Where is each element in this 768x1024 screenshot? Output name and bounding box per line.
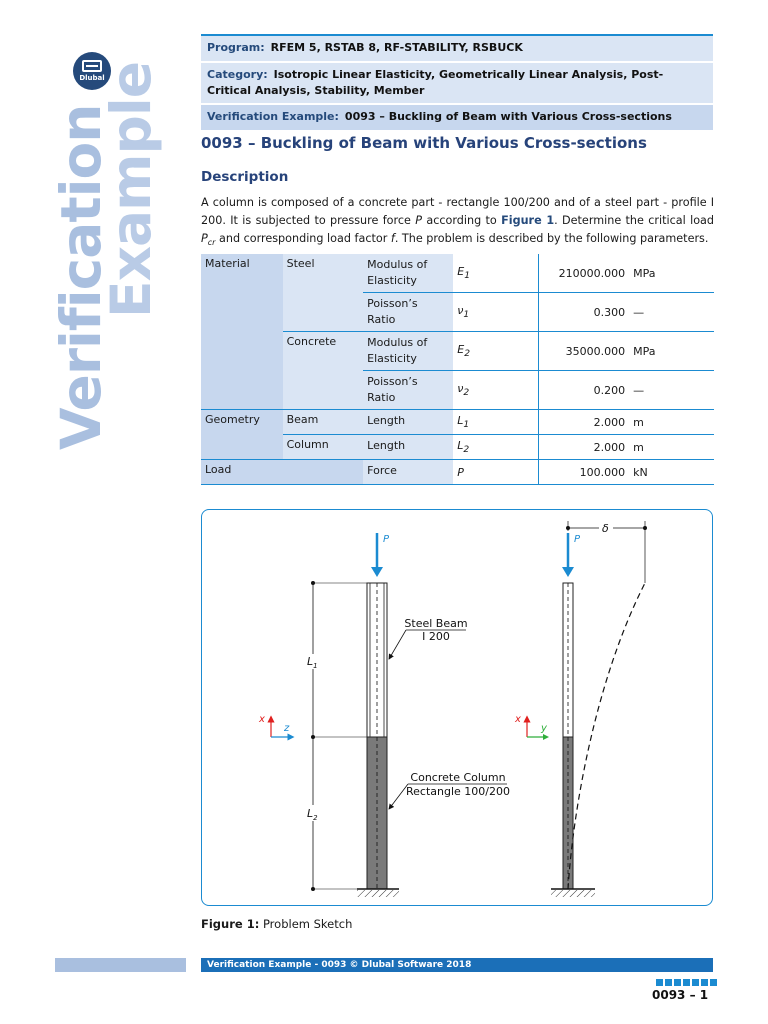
cell-param: Force xyxy=(363,460,453,485)
cell-symbol: $\nu_1$ xyxy=(453,293,538,332)
page-title: 0093 – Buckling of Beam with Various Cross-sections xyxy=(201,134,647,152)
cell-symbol: $\nu_2$ xyxy=(453,371,538,410)
cell-symbol: $L_1$ xyxy=(453,410,538,435)
axis-y-label-right: y xyxy=(541,723,547,734)
section-heading: Description xyxy=(201,169,289,185)
load-label-right: P xyxy=(574,534,581,545)
description-paragraph: A column is composed of a concrete part - rectangle 100/200 and of a steel part - profile I 200. It is subjected to pressure force P according to Figure 1. Determine the critical load $P_{cr}$ and corresponding load factor f. The problem is described by the following parameters. xyxy=(201,196,714,248)
program-value: RFEM 5, RSTAB 8, RF-STABILITY, RSBUCK xyxy=(270,41,523,54)
cell-value: 2.000 xyxy=(538,435,629,460)
delta-label: δ xyxy=(602,522,609,535)
cell-value: 35000.000 xyxy=(538,332,629,371)
cell-symbol: $E_2$ xyxy=(453,332,538,371)
axis-z-label-left: z xyxy=(284,723,290,734)
cell-value: 0.200 xyxy=(538,371,629,410)
footer-accent xyxy=(55,958,186,972)
buckled-shape xyxy=(568,583,645,889)
program-label: Program: xyxy=(207,41,265,54)
cell-param: Modulus of Elasticity xyxy=(363,254,453,293)
cell-unit: kN xyxy=(629,460,714,485)
cell-unit: m xyxy=(629,410,714,435)
cell-param: Poisson’s Ratio xyxy=(363,371,453,410)
cell-value: 100.000 xyxy=(538,460,629,485)
cell-symbol: P xyxy=(453,460,538,485)
category-label: Category: xyxy=(207,68,268,81)
page-marker-icon xyxy=(656,979,717,986)
example-value: 0093 – Buckling of Beam with Various Cross-sections xyxy=(344,110,672,123)
table-row xyxy=(201,410,714,435)
page-number: 0093 – 1 xyxy=(652,988,709,1002)
cell-steel: Steel xyxy=(283,254,364,332)
vertical-title-verification: Verification xyxy=(49,104,113,450)
cell-load: Load xyxy=(201,460,363,485)
cell-param: Length xyxy=(363,435,453,460)
load-arrowhead-right xyxy=(562,567,574,577)
category-bar xyxy=(201,63,713,103)
cell-unit: m xyxy=(629,435,714,460)
cell-beam: Beam xyxy=(283,410,364,435)
figure-reference-link[interactable]: Figure 1 xyxy=(501,214,555,227)
cell-value: 0.300 xyxy=(538,293,629,332)
axis-x-label-right: x xyxy=(515,714,521,725)
cell-geometry: Geometry xyxy=(201,410,283,460)
cell-unit: — xyxy=(629,293,714,332)
cell-param: Poisson’s Ratio xyxy=(363,293,453,332)
cell-column: Column xyxy=(283,435,364,460)
cell-unit: MPa xyxy=(629,254,714,293)
steel-beam-label: Steel Beam xyxy=(404,617,468,630)
cell-unit: MPa xyxy=(629,332,714,371)
problem-sketch xyxy=(201,509,713,906)
load-arrowhead-left xyxy=(371,567,383,577)
vertical-title-example: Example xyxy=(99,62,163,318)
support-hatch-right xyxy=(551,890,595,897)
example-bar xyxy=(201,105,713,130)
program-bar xyxy=(201,34,713,61)
cell-symbol: $E_1$ xyxy=(453,254,538,293)
support-hatch-left xyxy=(357,890,399,897)
dim-l2-label: $L_2$ xyxy=(307,807,318,822)
cell-param: Length xyxy=(363,410,453,435)
cell-concrete: Concrete xyxy=(283,332,364,410)
cell-value: 210000.000 xyxy=(538,254,629,293)
cell-unit: — xyxy=(629,371,714,410)
footer-bar: Verification Example - 0093 © Dlubal Software 2018 xyxy=(201,958,713,972)
axis-x-label-left: x xyxy=(259,714,265,725)
figure-frame xyxy=(201,509,713,906)
category-value: Isotropic Linear Elasticity, Geometrically Linear Analysis, Post-Critical Analysis, Stability, Member xyxy=(207,68,664,97)
cell-param: Modulus of Elasticity xyxy=(363,332,453,371)
steel-profile-label: I 200 xyxy=(422,630,450,643)
table-row xyxy=(201,254,714,293)
logo-text: Dlubal xyxy=(79,74,105,82)
dim-l1-label: $L_1$ xyxy=(307,655,318,670)
load-label-left: P xyxy=(383,534,390,545)
table-row xyxy=(201,460,714,485)
example-label: Verification Example: xyxy=(207,110,339,123)
cell-symbol: $L_2$ xyxy=(453,435,538,460)
concrete-section-label: Rectangle 100/200 xyxy=(406,785,510,798)
parameters-table xyxy=(201,254,714,485)
concrete-column-label: Concrete Column xyxy=(410,771,506,784)
figure-caption: Figure 1: Problem Sketch xyxy=(201,917,353,931)
cell-value: 2.000 xyxy=(538,410,629,435)
cell-material: Material xyxy=(201,254,283,410)
